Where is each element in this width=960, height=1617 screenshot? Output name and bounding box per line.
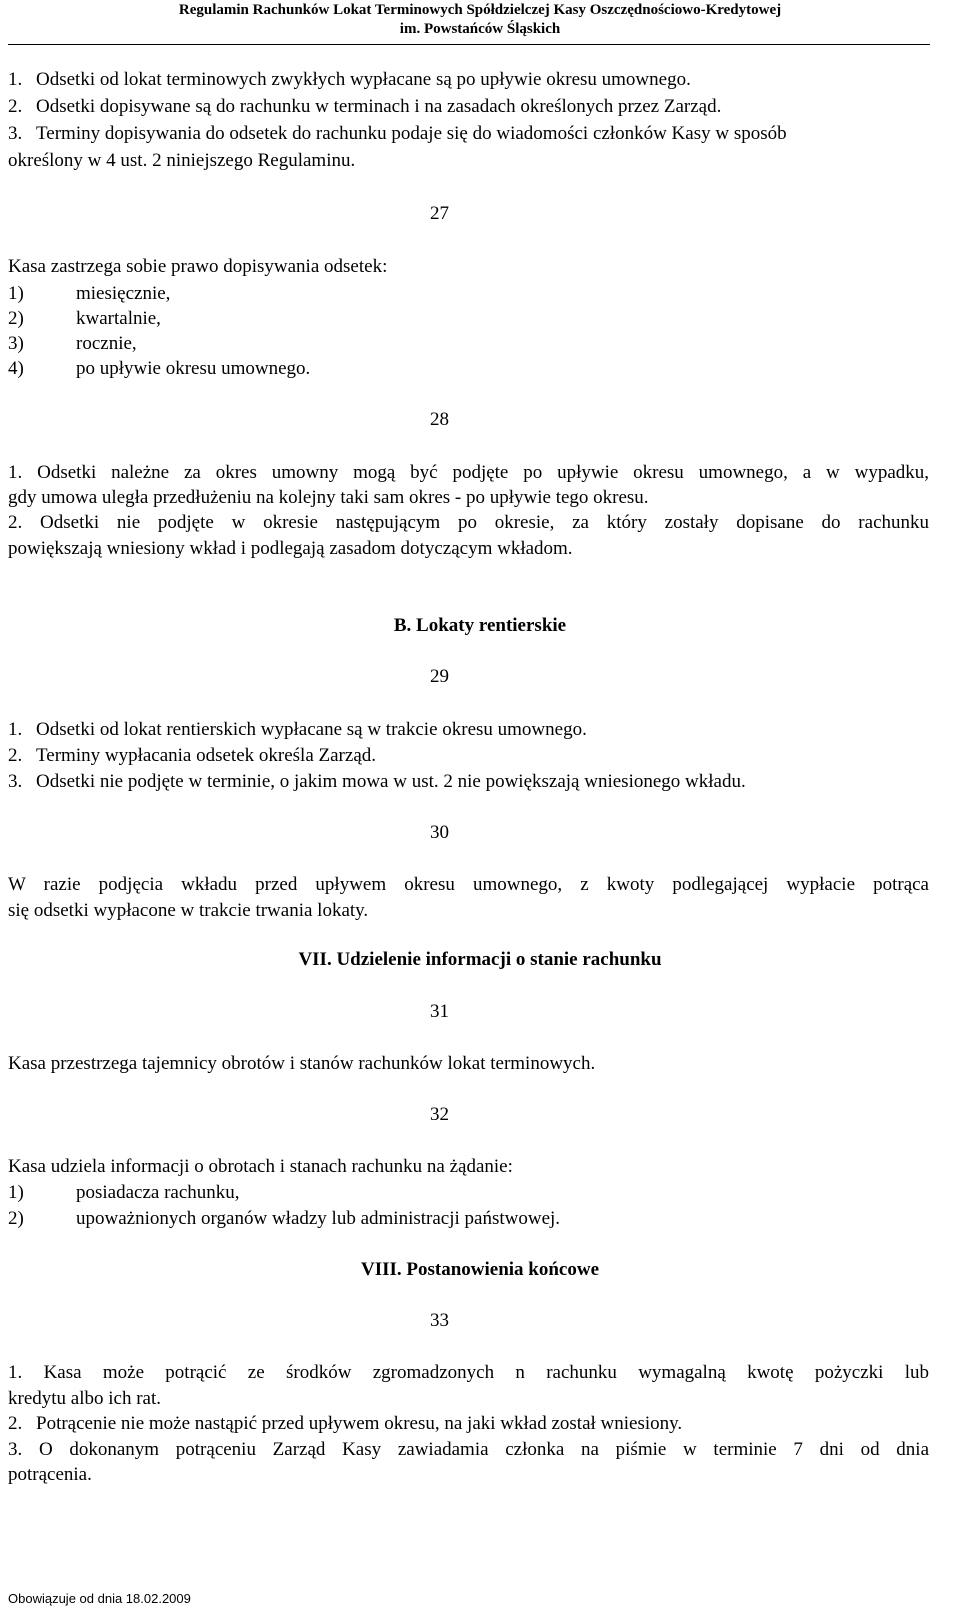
section-mark-31: 31 [430, 1001, 449, 1022]
item-text: Odsetki nie podjęte w terminie, o jakim mowa w ust. 2 nie powiększają wniesionego wkładu. [36, 771, 746, 792]
list-item [8, 1411, 682, 1437]
item-number: 3) [8, 333, 24, 354]
list-item-continuation: określony w 4 ust. 2 niniejszego Regulaminu. [8, 150, 356, 171]
list-item [8, 743, 376, 769]
list-item [8, 1206, 560, 1232]
item-text: po upływie okresu umownego. [76, 358, 311, 379]
item-text: posiadacza rachunku, [76, 1182, 240, 1203]
section-heading-b: B. Lokaty rentierskie [393, 615, 567, 636]
list-item [8, 769, 746, 795]
item-number: 1. [8, 1362, 23, 1383]
item-text: upoważnionych organów władzy lub administracji państwowej. [76, 1208, 561, 1229]
item-text: Odsetki od lokat terminowych zwykłych wypłacane są po upływie okresu umownego. [36, 69, 691, 90]
item-number: 1) [8, 1182, 24, 1203]
item-text: Terminy wypłacania odsetek określa Zarząd. [36, 745, 376, 766]
item-text: Odsetki nie podjęte w okresie następującym po okresie, za który zostały dopisane do rachunku [40, 512, 930, 533]
item-text: O dokonanym potrąceniu Zarząd Kasy zawiadamia członka na piśmie w terminie 7 dni od dnia [38, 1439, 929, 1460]
section-heading-vii: VII. Udzielenie informacji o stanie rachunku [298, 949, 662, 970]
item-number: 2. [8, 1413, 23, 1434]
item-number: 1. [8, 69, 23, 90]
list-item-continuation: potrącenia. [8, 1464, 92, 1485]
section-mark-27: 27 [430, 203, 449, 224]
item-number: 3. [8, 1439, 23, 1460]
list-item [8, 1360, 929, 1386]
list-item [8, 306, 161, 332]
item-number: 2. [8, 512, 23, 533]
list-item [8, 94, 721, 120]
section-heading-viii: VIII. Postanowienia końcowe [360, 1259, 600, 1280]
page-footer: Obowiązuje od dnia 18.02.2009 [8, 1591, 191, 1606]
item-number: 1) [8, 283, 24, 304]
list-item [8, 67, 691, 93]
item-number: 2. [8, 745, 23, 766]
item-number: 1. [8, 462, 23, 483]
list-item [8, 1437, 929, 1463]
item-number: 3. [8, 123, 23, 144]
header-subtitle: im. Powstańców Śląskich [399, 21, 561, 37]
list-item [8, 121, 787, 147]
item-number: 2) [8, 308, 24, 329]
list-item [8, 331, 137, 357]
item-text: rocznie, [76, 333, 137, 354]
list-item [8, 510, 929, 536]
list-item-continuation: powiększają wniesiony wkład i podlegają zasadom dotyczącym wkładom. [8, 538, 573, 559]
paragraph-intro: Kasa udziela informacji o obrotach i stanach rachunku na żądanie: [8, 1156, 513, 1177]
paragraph-line: Kasa przestrzega tajemnicy obrotów i stanów rachunków lokat terminowych. [8, 1053, 596, 1074]
list-item [8, 460, 929, 486]
page-header [0, 1, 960, 39]
list-item [8, 1180, 240, 1206]
list-item [8, 281, 170, 307]
list-item [8, 717, 587, 743]
section-mark-28: 28 [430, 409, 449, 430]
section-mark-33: 33 [430, 1310, 449, 1331]
item-text: miesięcznie, [76, 283, 171, 304]
list-item-continuation: kredytu albo ich rat. [8, 1388, 162, 1409]
item-text: Odsetki należne za okres umowny mogą być podjęte po upływie okresu umownego, a w wypadku, [37, 462, 929, 483]
item-text: Odsetki od lokat rentierskich wypłacane są w trakcie okresu umownego. [36, 719, 587, 740]
item-text: Kasa może potrącić ze środków zgromadzonych n rachunku wymagalną kwotę pożyczki lub [43, 1362, 929, 1383]
paragraph-intro: Kasa zastrzega sobie prawo dopisywania odsetek: [8, 256, 388, 277]
header-divider [8, 44, 930, 45]
item-number: 3. [8, 771, 23, 792]
section-mark-29: 29 [430, 666, 449, 687]
paragraph-line: W razie podjęcia wkładu przed upływem okresu umownego, z kwoty podlegającej wypłacie potrąca [8, 874, 929, 895]
item-text: Potrącenie nie może nastąpić przed upływem okresu, na jaki wkład został wniesiony. [36, 1413, 683, 1434]
list-item [8, 356, 310, 382]
item-number: 2) [8, 1208, 24, 1229]
item-number: 4) [8, 358, 24, 379]
item-text: Odsetki dopisywane są do rachunku w terminach i na zasadach określonych przez Zarząd. [36, 96, 722, 117]
item-text: kwartalnie, [76, 308, 161, 329]
section-mark-32: 32 [430, 1104, 449, 1125]
section-mark-30: 30 [430, 822, 449, 843]
list-item-continuation: gdy umowa uległa przedłużeniu na kolejny taki sam okres - po upływie tego okresu. [8, 487, 649, 508]
paragraph-line: się odsetki wypłacone w trakcie trwania lokaty. [8, 900, 369, 921]
item-number: 1. [8, 719, 23, 740]
item-text: Terminy dopisywania do odsetek do rachunku podaje się do wiadomości członków Kasy w sposób [36, 123, 787, 144]
item-number: 2. [8, 96, 23, 117]
header-title: Regulamin Rachunków Lokat Terminowych Spółdzielczej Kasy Oszczędnościowo-Kredytowej [178, 2, 782, 18]
